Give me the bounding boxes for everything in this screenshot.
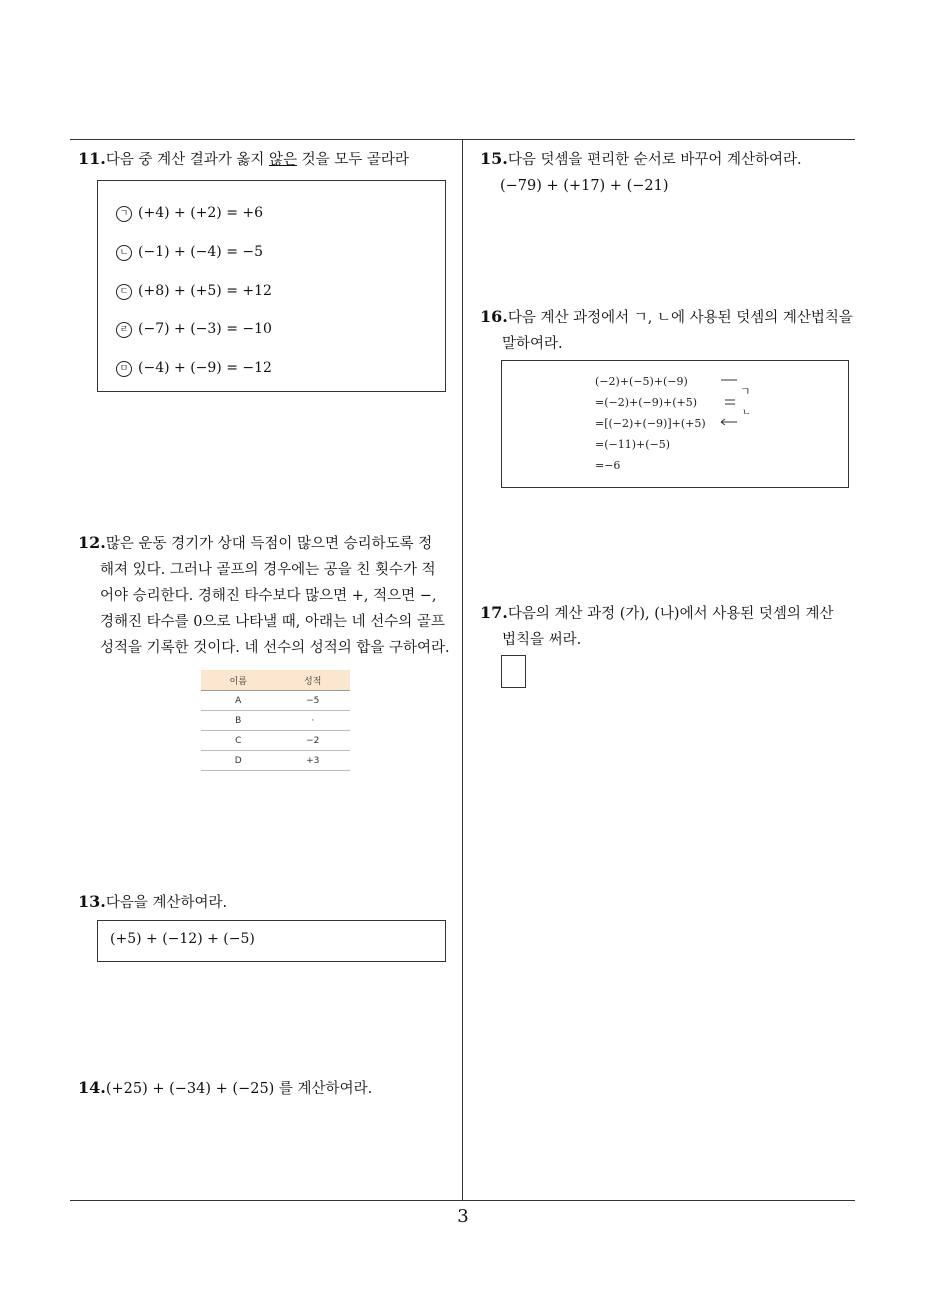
question-text: 다음 중 계산 결과가 옳지 — [105, 152, 269, 168]
choices-box — [97, 180, 446, 392]
header-score: 성적 — [276, 670, 351, 691]
table-row — [201, 751, 350, 771]
q16-line-1 — [480, 304, 860, 331]
cell-score: · — [276, 711, 351, 731]
question-11 — [78, 146, 409, 173]
step-5: =−6 — [595, 459, 621, 472]
table-row — [201, 731, 350, 751]
cell-score: −2 — [276, 731, 351, 751]
question-13 — [78, 889, 227, 916]
question-number: 11. — [78, 149, 106, 168]
arrow-annotations — [717, 375, 757, 425]
q15-line-1 — [480, 146, 802, 173]
q12-line-5: 성적을 기록한 것이다. 네 선수의 성적의 합을 구하여라. — [100, 640, 450, 656]
q12-line-3: 어야 승리한다. 경해진 타수보다 많으면 +, 적으면 −, — [100, 588, 437, 604]
table-row — [201, 711, 350, 731]
choice-expr: (−7) + (−3) = −10 — [138, 321, 272, 337]
choice-3 — [116, 283, 272, 300]
step-3: =[(−2)+(−9)]+(+5) — [595, 417, 706, 430]
q17-line-1 — [480, 600, 860, 627]
step-2: =(−2)+(−9)+(+5) — [595, 396, 698, 409]
q17-text-1: 다음의 계산 과정 (가), (나)에서 사용된 덧셈의 계산 — [507, 606, 834, 622]
choice-mark: ㄷ — [116, 284, 132, 300]
question-12 — [78, 530, 456, 661]
choice-mark: ㄹ — [116, 322, 132, 338]
choice-expr: (+8) + (+5) = +12 — [138, 283, 272, 299]
choice-4 — [116, 321, 272, 338]
table-row — [201, 691, 350, 711]
cell-name: A — [201, 691, 276, 711]
underlined-word: 않은 — [268, 152, 297, 168]
label-b: ㄴ — [742, 408, 751, 418]
q12-line-1 — [78, 530, 456, 557]
arrow-left-icon-3 — [721, 419, 737, 425]
q16-line-2: 말하여라. — [502, 336, 563, 352]
cell-name: C — [201, 731, 276, 751]
page-number: 3 — [457, 1206, 469, 1227]
choice-mark: ㅁ — [116, 361, 132, 377]
choice-expr: (−4) + (−9) = −12 — [138, 360, 272, 376]
table-header-row — [201, 670, 350, 691]
choice-1 — [116, 205, 263, 222]
cell-score: +3 — [276, 751, 351, 771]
expression: (+5) + (−12) + (−5) — [110, 931, 255, 947]
question-text: (+25) + (−34) + (−25) 를 계산하여라. — [105, 1081, 373, 1097]
cell-name: B — [201, 711, 276, 731]
q17-line-2: 법칙을 써라. — [502, 632, 582, 648]
header-name: 이름 — [201, 670, 276, 691]
q15-expression: (−79) + (+17) + (−21) — [500, 178, 669, 194]
expression-box — [97, 920, 446, 962]
question-number: 12. — [78, 533, 106, 552]
choice-expr: (−1) + (−4) = −5 — [138, 244, 264, 260]
q12-line-4: 경해진 타수를 0으로 나타낼 때, 아래는 네 선수의 골프 — [100, 614, 445, 630]
question-number: 13. — [78, 892, 106, 911]
column-divider — [462, 139, 463, 1200]
golf-score-table — [201, 670, 350, 771]
step-1: (−2)+(−5)+(−9) — [595, 375, 688, 388]
q16-text-1: 다음 계산 과정에서 ㄱ, ㄴ에 사용된 덧셈의 계산법칙을 — [507, 310, 853, 326]
question-number: 16. — [480, 307, 508, 326]
question-15 — [480, 146, 802, 199]
cell-score: −5 — [276, 691, 351, 711]
question-16 — [480, 304, 860, 357]
calculation-box — [501, 360, 849, 488]
choice-expr: (+4) + (+2) = +6 — [138, 205, 264, 221]
choice-mark: ㄱ — [116, 206, 132, 222]
choice-2 — [116, 244, 263, 261]
choice-mark: ㄴ — [116, 245, 132, 261]
calculation-steps — [595, 371, 706, 476]
question-14 — [78, 1075, 372, 1102]
empty-image-placeholder — [501, 655, 526, 688]
cell-name: D — [201, 751, 276, 771]
q12-line-2: 해져 있다. 그러나 골프의 경우에는 공을 친 횟수가 적 — [100, 562, 436, 578]
question-number: 17. — [480, 603, 508, 622]
question-text-end: 것을 모두 골라라 — [296, 152, 409, 168]
q12-text-1: 많은 운동 경기가 상대 득점이 많으면 승리하도록 정 — [105, 536, 433, 552]
question-17 — [480, 600, 860, 653]
bottom-rule — [70, 1200, 855, 1201]
question-number: 14. — [78, 1078, 106, 1097]
label-a: ㄱ — [740, 385, 751, 398]
step-4: =(−11)+(−5) — [595, 438, 671, 451]
question-number: 15. — [480, 149, 508, 168]
question-text: 다음 덧셈을 편리한 순서로 바꾸어 계산하여라. — [507, 152, 802, 168]
question-text: 다음을 계산하여라. — [105, 895, 228, 911]
choice-5 — [116, 360, 272, 377]
